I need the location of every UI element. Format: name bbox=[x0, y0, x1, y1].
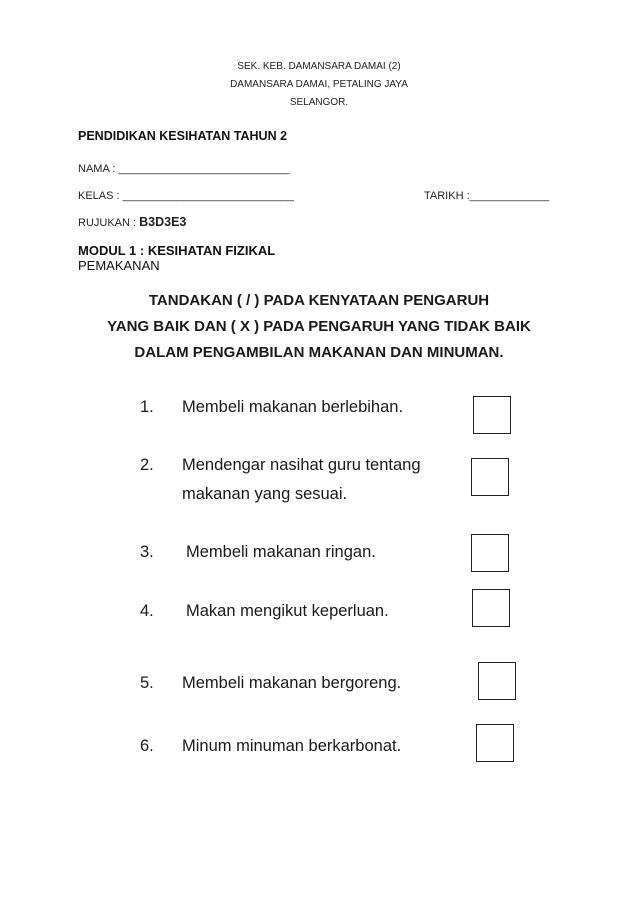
instruction-line-1: TANDAKAN ( / ) PADA KENYATAAN PENGARUH bbox=[148, 292, 490, 309]
answer-box-4[interactable] bbox=[472, 589, 510, 627]
question-6-text: Minum minuman berkarbonat. bbox=[182, 737, 402, 755]
subject-title: PENDIDIKAN KESIHATAN TAHUN 2 bbox=[78, 129, 288, 143]
question-5-text: Membeli makanan bergoreng. bbox=[182, 674, 402, 692]
school-name: SEK. KEB. DAMANSARA DAMAI (2) bbox=[237, 61, 401, 72]
question-1-text: Membeli makanan berlebihan. bbox=[182, 398, 404, 416]
answer-box-3[interactable] bbox=[471, 534, 509, 572]
answer-box-2[interactable] bbox=[471, 458, 509, 496]
question-2-number: 2. bbox=[140, 456, 154, 474]
question-2-text-line-2: makanan yang sesuai. bbox=[182, 485, 348, 503]
kelas-field: KELAS : ____________________________ bbox=[78, 190, 294, 202]
school-state: SELANGOR. bbox=[289, 97, 349, 108]
question-4-text: Makan mengikut keperluan. bbox=[186, 602, 389, 620]
question-5-number: 5. bbox=[140, 674, 154, 692]
instruction-line-3: DALAM PENGAMBILAN MAKANAN DAN MINUMAN. bbox=[134, 344, 504, 361]
answer-box-5[interactable] bbox=[478, 662, 516, 700]
question-2-text-line-1: Mendengar nasihat guru tentang bbox=[182, 456, 421, 474]
question-3-text: Membeli makanan ringan. bbox=[186, 543, 376, 561]
school-address: DAMANSARA DAMAI, PETALING JAYA bbox=[230, 79, 408, 90]
rujukan-code: B3D3E3 bbox=[139, 215, 187, 229]
module-topic: PEMAKANAN bbox=[78, 258, 160, 273]
question-4-number: 4. bbox=[140, 602, 154, 620]
answer-box-1[interactable] bbox=[473, 396, 511, 434]
tarikh-field: TARIKH :_____________ bbox=[424, 190, 550, 202]
module-title: MODUL 1 : KESIHATAN FIZIKAL bbox=[78, 243, 276, 258]
instruction-line-2: YANG BAIK DAN ( X ) PADA PENGARUH YANG TIDAK BAIK bbox=[107, 318, 531, 335]
rujukan-label: RUJUKAN : bbox=[78, 217, 137, 229]
question-1-number: 1. bbox=[140, 398, 154, 416]
question-3-number: 3. bbox=[140, 543, 154, 561]
answer-box-6[interactable] bbox=[476, 724, 514, 762]
nama-field: NAMA : ____________________________ bbox=[78, 163, 290, 175]
rujukan-row bbox=[78, 215, 186, 229]
question-6-number: 6. bbox=[140, 737, 154, 755]
